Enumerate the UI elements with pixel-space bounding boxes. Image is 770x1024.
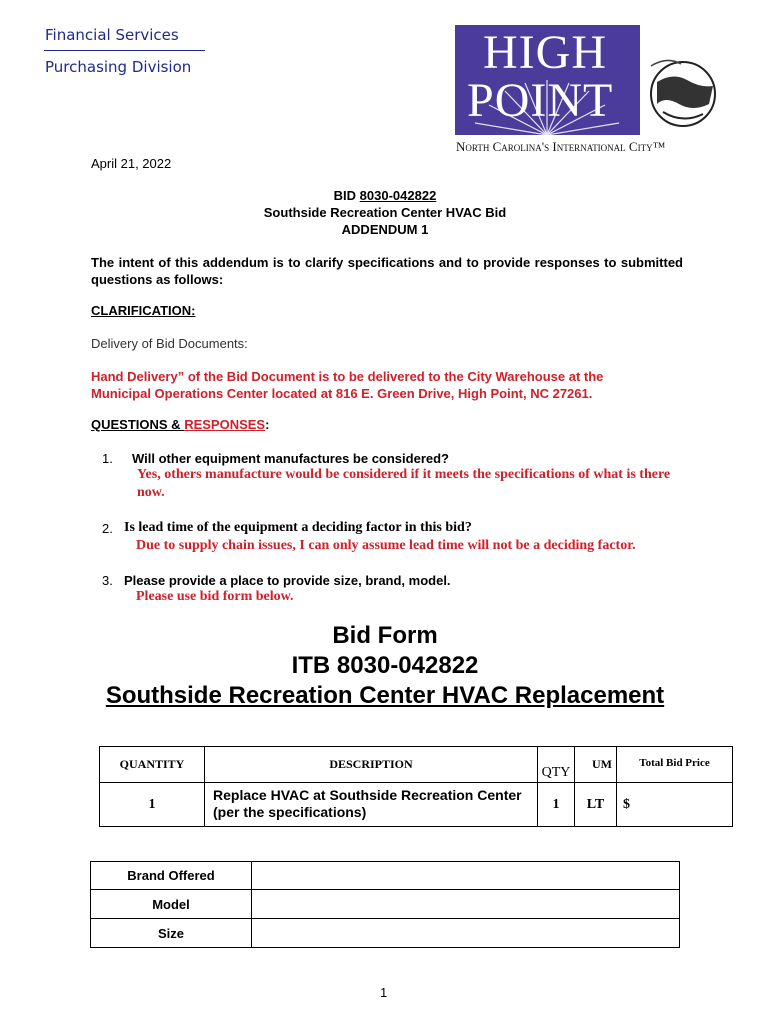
size-label: Size	[91, 919, 252, 948]
description-header: DESCRIPTION	[205, 747, 538, 783]
total-header: Total Bid Price	[617, 747, 733, 783]
logo-word-high: HIGH	[483, 26, 607, 79]
question-2-text: Is lead time of the equipment a deciding factor in this bid?	[124, 520, 472, 535]
bid-form-title: Bid Form	[332, 622, 438, 649]
brand-row	[91, 862, 680, 890]
brand-value-field[interactable]	[252, 862, 680, 890]
question-3-number: 3.	[102, 573, 113, 588]
qa-heading-colon: :	[265, 417, 270, 432]
row-quantity: 1	[100, 783, 205, 827]
row-qty: 1	[538, 783, 575, 827]
qty-header: QTY	[538, 747, 575, 783]
itb-number-title: ITB 8030-042822	[291, 652, 479, 679]
header-divider	[44, 50, 205, 51]
qa-heading-questions: QUESTIONS &	[91, 417, 185, 432]
row-um: LT	[575, 783, 617, 827]
logo-word-point: POINT	[467, 74, 614, 127]
division-name: Purchasing Division	[45, 58, 192, 76]
high-point-logo	[455, 25, 640, 135]
row-total-price[interactable]: $	[617, 783, 733, 827]
model-value-field[interactable]	[252, 890, 680, 919]
bid-number: 8030-042822	[359, 188, 437, 203]
qa-heading-responses: RESPONSES	[184, 417, 266, 432]
model-row	[91, 890, 680, 919]
um-header: UM	[575, 747, 617, 783]
question-1-text: Will other equipment manufactures be considered?	[132, 451, 449, 466]
clarification-body: Hand Delivery” of the Bid Document is to be delivered to the City Warehouse at the Municipal Operations Center located at 816 E. Green Drive, High Point, NC 27261.	[91, 369, 604, 401]
size-row	[91, 919, 680, 948]
letter-date: April 21, 2022	[91, 156, 172, 171]
brand-label: Brand Offered	[91, 862, 252, 890]
table-row	[100, 783, 733, 827]
response-3-text: Please use bid form below.	[136, 589, 294, 604]
bid-prefix: BID	[333, 188, 360, 203]
department-name: Financial Services	[45, 26, 179, 44]
addendum-label: ADDENDUM 1	[341, 222, 429, 237]
model-label: Model	[91, 890, 252, 919]
bid-number-line	[0, 188, 770, 203]
brand-model-size-table	[90, 861, 680, 948]
question-2-number: 2.	[102, 521, 113, 536]
question-1-number: 1.	[102, 451, 113, 466]
qa-heading	[91, 417, 269, 432]
response-2-text: Due to supply chain issues, I can only assume lead time will not be a deciding factor.	[136, 538, 636, 553]
intent-paragraph: The intent of this addendum is to clarify specifications and to provide responses to submitted questions as follows:	[91, 255, 683, 287]
city-tagline: North Carolina's International City™	[456, 139, 666, 154]
globe-icon	[643, 42, 723, 142]
bid-form-subtitle: Southside Recreation Center HVAC Replacement	[105, 682, 665, 709]
clarification-subheading: Delivery of Bid Documents:	[91, 336, 248, 351]
response-1-text: Yes, others manufacture would be considered if it meets the specifications of what is there now.	[137, 467, 671, 500]
question-3-text: Please provide a place to provide size, brand, model.	[124, 573, 451, 588]
clarification-heading: CLARIFICATION:	[91, 303, 196, 318]
quantity-header: QUANTITY	[100, 747, 205, 783]
row-description: Replace HVAC at Southside Recreation Center (per the specifications)	[205, 783, 538, 827]
size-value-field[interactable]	[252, 919, 680, 948]
bid-title: Southside Recreation Center HVAC Bid	[263, 205, 507, 220]
bid-price-table	[99, 746, 733, 827]
page-number: 1	[380, 985, 388, 1000]
table-header-row	[100, 747, 733, 783]
